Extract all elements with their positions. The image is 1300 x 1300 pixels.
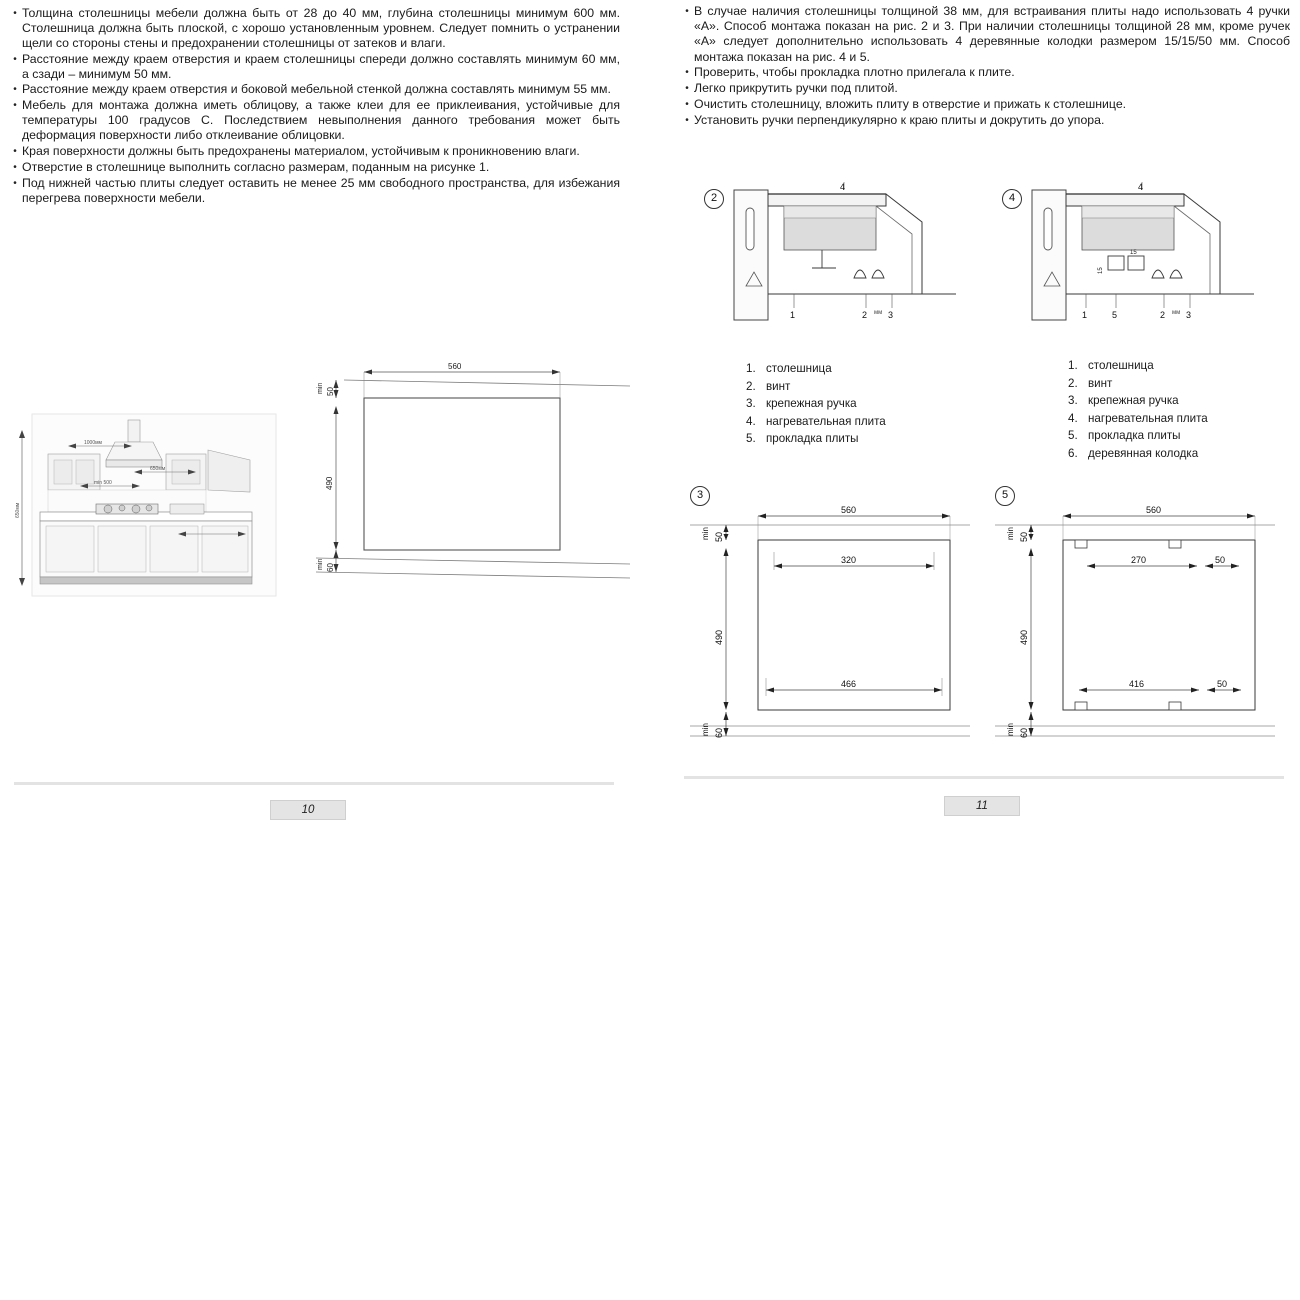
callout-1: 1: [1082, 310, 1088, 320]
list-item: [8, 176, 620, 206]
dim-270: 270: [1131, 555, 1147, 565]
bullet-marker: •: [13, 145, 17, 157]
list-item: [746, 430, 886, 448]
list-item: [680, 4, 1290, 65]
list-item: [746, 360, 886, 378]
legend-label: столешница: [1088, 359, 1154, 372]
svg-text:60: 60: [1019, 727, 1029, 738]
svg-text:min: min: [1006, 723, 1015, 736]
left-page-bullet-list: [8, 6, 620, 206]
dim-560: 560: [841, 505, 857, 515]
svg-text:60: 60: [714, 727, 724, 738]
legend-label: винт: [1088, 376, 1113, 390]
bullet-text: Под нижней частью плиты следует оставить не менее 25 мм свободного пространства, для избежания перегрева поверхности мебели.: [22, 175, 620, 205]
list-item: [1068, 392, 1208, 410]
list-item: [1068, 357, 1208, 375]
page-number: 10: [270, 800, 346, 820]
svg-text:650мм: 650мм: [15, 502, 21, 518]
bullet-text: Края поверхности должны быть предохранены материалом, устойчивым к проникновению влаги.: [22, 143, 580, 158]
mounting-section-38mm: [726, 182, 986, 337]
callout-3: 3: [888, 310, 894, 320]
legend-index: 5.: [1068, 429, 1078, 442]
list-item: [8, 160, 620, 176]
callout-3: 3: [1186, 310, 1192, 320]
legend-label: деревянная колодка: [1088, 446, 1199, 460]
legend-index: 3.: [746, 397, 756, 410]
bullet-text: Расстояние между краем отверстия и боковой мебельной стенкой должна составлять минимум 55 мм.: [22, 82, 611, 97]
svg-text:15: 15: [1130, 250, 1137, 256]
dim-416: 416: [1129, 679, 1145, 689]
right-page-bullet-list: [680, 4, 1290, 129]
svg-text:15: 15: [1098, 267, 1104, 274]
bullet-marker: •: [13, 161, 17, 173]
right-page: [650, 0, 1300, 838]
legend-label: нагревательная плита: [1088, 411, 1208, 425]
svg-text:1000мм: 1000мм: [84, 440, 102, 446]
list-item: [8, 144, 620, 160]
svg-text:50: 50: [326, 387, 335, 396]
bullet-marker: •: [685, 114, 689, 126]
legend-label: столешница: [766, 362, 832, 375]
bullet-text: Установить ручки перпендикулярно к краю плиты и докрутить до упора.: [694, 112, 1105, 127]
legend-index: 4.: [1068, 411, 1078, 425]
list-item: [1068, 427, 1208, 445]
dim-50-bottom: 50: [1217, 679, 1228, 689]
legend-label: нагревательная плита: [766, 414, 886, 428]
bullet-text: Легко прикрутить ручки под плитой.: [694, 80, 898, 95]
svg-text:490: 490: [1019, 629, 1029, 645]
svg-text:650мм: 650мм: [150, 466, 166, 472]
list-item: [746, 378, 886, 396]
list-item: [680, 97, 1290, 113]
legend-index: 6.: [1068, 446, 1078, 460]
worktop-cutout-drawing-1: [300, 358, 630, 608]
kitchen-installation-photo: [10, 368, 285, 618]
callout-1: 1: [790, 310, 796, 320]
svg-text:560: 560: [448, 362, 462, 371]
bullet-marker: •: [685, 82, 689, 94]
callout-4: 4: [1138, 182, 1144, 192]
list-item: [746, 413, 886, 431]
left-page: [0, 0, 651, 838]
list-item: [680, 65, 1290, 81]
bullet-text: Мебель для монтажа должна иметь облицову, а также клеи для ее приклеивания, устойчивые для температуры 100 градусов С. Последствием невыполнения данного требования может быть деформация поверхности либо отклеивание облицовки.: [22, 98, 620, 143]
list-item: [1068, 445, 1208, 463]
bullet-text: Очистить столешницу, вложить плиту в отверстие и прижать к столешнице.: [694, 96, 1127, 111]
bullet-marker: •: [13, 53, 17, 65]
callout-4: 4: [840, 182, 846, 192]
bullet-marker: •: [685, 66, 689, 78]
callout-5: 5: [1112, 310, 1118, 320]
legend-index: 1.: [1068, 359, 1078, 372]
footer-rule: [14, 782, 614, 785]
bullet-text: Проверить, чтобы прокладка плотно прилегала к плите.: [694, 64, 1015, 79]
svg-text:60: 60: [326, 563, 335, 572]
bullet-marker: •: [13, 84, 17, 96]
legend-label: прокладка плиты: [766, 432, 859, 445]
legend-index: 3.: [1068, 394, 1078, 407]
dim-466: 466: [841, 679, 857, 689]
bracket-position-plan-28mm: [983, 500, 1283, 750]
svg-text:min: min: [317, 382, 324, 394]
legend-index: 1.: [746, 362, 756, 375]
list-item: [8, 98, 620, 144]
legend-label: прокладка плиты: [1088, 429, 1181, 442]
svg-text:min: min: [1006, 527, 1015, 540]
bullet-text: Толщина столешницы мебели должна быть от 28 до 40 мм, глубина столешницы минимум 600 мм. Столешница должна быть плоской, с хорошо установленным уровнем. Следует помнить о устранении щели со стороны стены и предохранении столешницы от затеков и влаги.: [22, 6, 620, 51]
footer-rule: [684, 776, 1284, 779]
bullet-text: Расстояние между краем отверстия и краем столешницы спереди должно составлять минимум 60 мм, а сзади – минимум 50 мм.: [22, 51, 620, 81]
bullet-marker: •: [685, 98, 689, 110]
list-item: [8, 82, 620, 98]
bracket-position-plan-38mm: [678, 500, 978, 750]
legend-label: винт: [766, 379, 791, 393]
svg-text:490: 490: [714, 629, 724, 645]
legend-figure-2: [746, 360, 886, 448]
list-item: [680, 81, 1290, 97]
dim-50-top: 50: [1215, 555, 1226, 565]
bullet-text: Отверстие в столешнице выполнить согласно размерам, поданным на рисунке 1.: [22, 159, 490, 174]
mounting-section-28mm: [1024, 182, 1284, 337]
svg-text:min: min: [701, 527, 710, 540]
legend-index: 2.: [1068, 376, 1078, 390]
bullet-marker: •: [13, 100, 17, 112]
figure-number-2: 2: [704, 189, 724, 209]
legend-label: крепежная ручка: [1088, 394, 1179, 407]
svg-text:min 500: min 500: [94, 480, 112, 486]
svg-text:50: 50: [1019, 531, 1029, 542]
list-item: [1068, 375, 1208, 393]
dim-320: 320: [841, 555, 857, 565]
list-item: [1068, 410, 1208, 428]
legend-index: 5.: [746, 432, 756, 445]
list-item: [746, 395, 886, 413]
legend-index: 4.: [746, 414, 756, 428]
svg-text:min: min: [317, 558, 324, 570]
bullet-marker: •: [13, 177, 17, 189]
legend-figure-4: [1068, 357, 1208, 462]
bullet-text: В случае наличия столешницы толщиной 38 мм, для встраивания плиты надо использовать 4 ручки «А». Способ монтажа показан на рис. 2 и 3. При наличии столешницы толщиной 28 мм, кроме ручек «А» следует дополнительно использовать 4 деревянные колодки размером 15/15/50 мм. Способ монтажа показан на рис. 4 и 5.: [694, 4, 1290, 64]
list-item: [8, 52, 620, 82]
figure-number-5: 5: [995, 486, 1015, 506]
callout-2: 2: [862, 310, 868, 320]
callout-2: 2: [1160, 310, 1166, 320]
svg-text:50: 50: [714, 531, 724, 542]
figure-number-3: 3: [690, 486, 710, 506]
legend-label: крепежная ручка: [766, 397, 857, 410]
legend-index: 2.: [746, 379, 756, 393]
page-number: 11: [944, 796, 1020, 816]
svg-text:мм: мм: [874, 310, 883, 316]
list-item: [8, 6, 620, 52]
svg-text:490: 490: [325, 476, 334, 490]
figure-number-4: 4: [1002, 189, 1022, 209]
bullet-marker: •: [13, 8, 17, 19]
dim-560: 560: [1146, 505, 1162, 515]
svg-text:мм: мм: [1172, 310, 1181, 316]
list-item: [680, 113, 1290, 129]
bullet-marker: •: [685, 6, 689, 17]
svg-text:min: min: [701, 723, 710, 736]
